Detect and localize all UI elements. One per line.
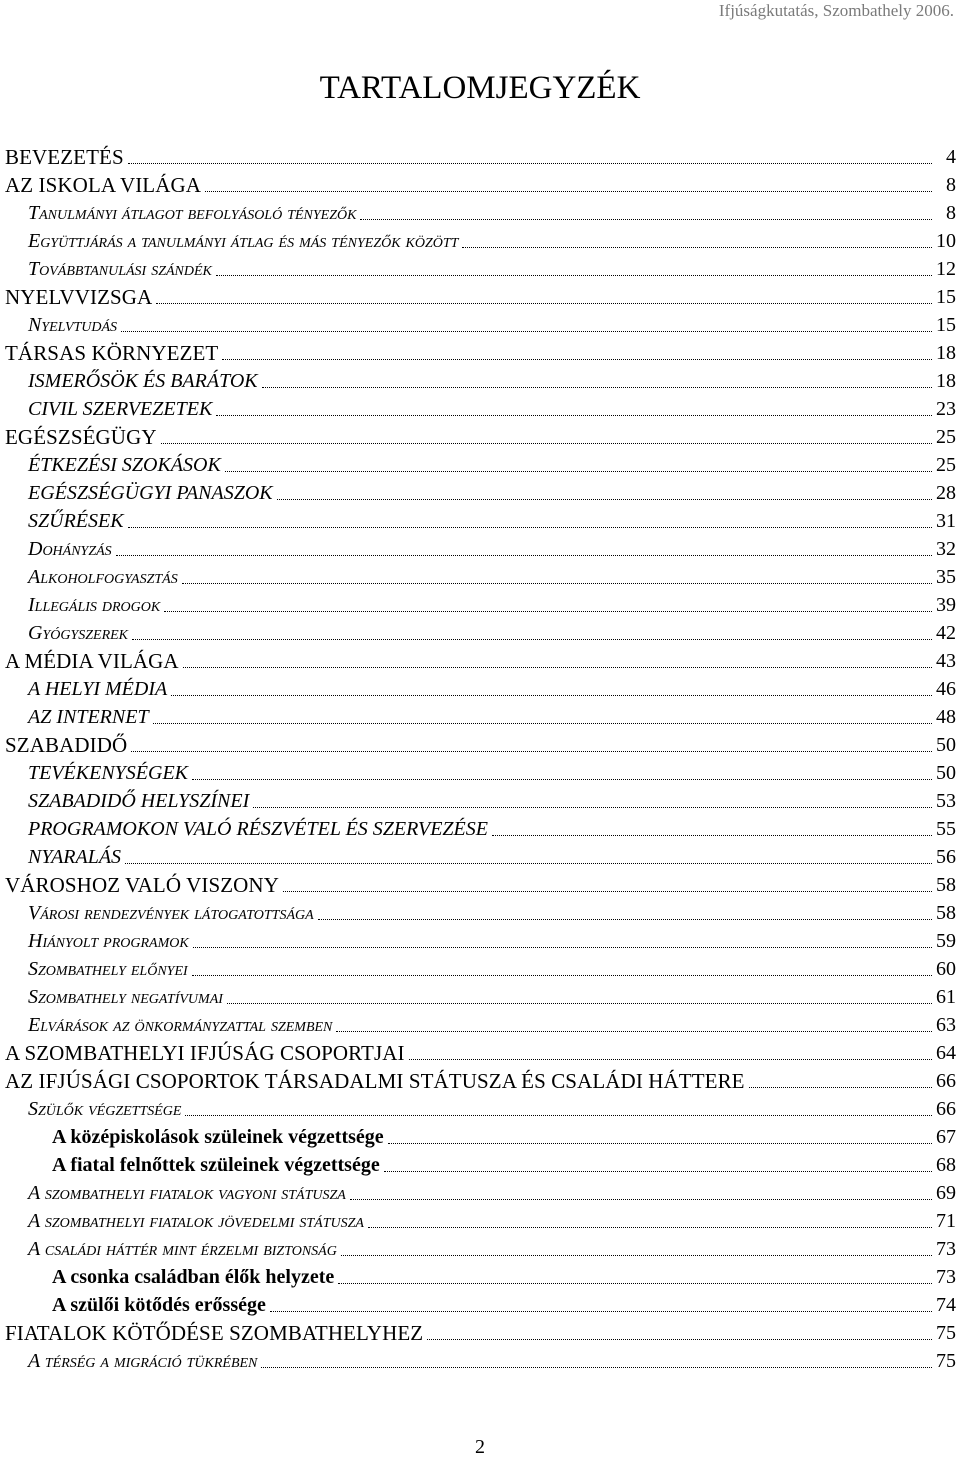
toc-entry[interactable] [0,1040,960,1068]
toc-entry-page: 8 [946,174,956,196]
toc-entry-page: 71 [936,1210,956,1232]
toc-entry-label: Gyógyszerek [28,622,129,644]
toc-entry-label: Illegális drogok [28,594,161,616]
toc-entry-page: 32 [936,538,956,560]
toc-entry-label: SZŰRÉSEK [28,510,124,532]
toc-entry-label: Szombathely előnyei [28,958,188,980]
toc-entry[interactable] [0,1012,960,1040]
toc-entry-label: A térség a migráció tükrében [28,1350,258,1372]
toc-entry-page: 73 [936,1266,956,1288]
toc-entry[interactable] [0,144,960,172]
toc-entry-label: Hiányolt programok [28,930,189,952]
dot-leader [388,1143,932,1144]
dot-leader [193,947,932,948]
toc-entry[interactable] [0,1320,960,1348]
toc-entry-page: 63 [936,1014,956,1036]
toc-entry-page: 58 [936,874,956,896]
toc-entry-page: 64 [936,1042,956,1064]
toc-entry[interactable] [0,424,960,452]
toc-entry-page: 25 [936,426,956,448]
dot-leader [492,835,932,836]
toc-entry-label: Alkoholfogyasztás [28,566,178,588]
dot-leader [227,1003,932,1004]
toc-entry-label: FIATALOK KÖTŐDÉSE SZOMBATHELYHEZ [5,1321,424,1345]
toc-entry[interactable] [0,676,960,704]
toc-entry-label: AZ IFJÚSÁGI CSOPORTOK TÁRSADALMI STÁTUSZA ÉS CSALÁDI HÁTTERE [5,1069,745,1093]
dot-leader [341,1255,932,1256]
toc-entry-page: 68 [936,1154,956,1176]
dot-leader [749,1087,932,1088]
toc-entry-page: 12 [936,258,956,280]
dot-leader [132,639,932,640]
dot-leader [185,1115,932,1116]
toc-entry-page: 50 [936,734,956,756]
toc-entry-page: 59 [936,930,956,952]
toc-entry[interactable] [0,200,960,228]
dot-leader [171,695,932,696]
toc-entry-label: BEVEZETÉS [5,145,124,169]
toc-entry-page: 10 [936,230,956,252]
toc-entry-label: NYARALÁS [28,846,122,868]
running-header: Ifjúságkutatás, Szombathely 2006. [718,1,954,20]
toc-entry[interactable] [0,536,960,564]
dot-leader [128,527,932,528]
toc-entry[interactable] [0,480,960,508]
toc-entry-label: A fiatal felnőttek szüleinek végzettsége [52,1154,380,1176]
toc-entry-page: 66 [936,1070,956,1092]
toc-entry-label: Dohányzás [28,538,112,560]
dot-leader [222,359,932,360]
toc-entry[interactable] [0,1264,960,1292]
dot-leader [153,723,932,724]
dot-leader [156,303,932,304]
toc-entry[interactable] [0,1236,960,1264]
dot-leader [350,1199,932,1200]
toc-entry-page: 46 [936,678,956,700]
dot-leader [318,919,932,920]
toc-entry-page: 56 [936,846,956,868]
toc-entry-page: 25 [936,454,956,476]
toc-entry-label: Nyelvtudás [28,314,118,336]
dot-leader [384,1171,932,1172]
toc-entry-label: ÉTKEZÉSI SZOKÁSOK [28,454,221,476]
toc-entry-page: 8 [946,202,956,224]
toc-entry[interactable] [0,228,960,256]
toc-entry-page: 15 [936,314,956,336]
toc-entry-page: 48 [936,706,956,728]
toc-entry-label: TÁRSAS KÖRNYEZET [5,341,219,365]
toc-entry-label: AZ INTERNET [28,706,149,728]
dot-leader [409,1059,932,1060]
toc-entry-page: 18 [936,342,956,364]
toc-entry[interactable] [0,900,960,928]
toc-entry[interactable] [0,760,960,788]
dot-leader [462,247,932,248]
dot-leader [183,667,932,668]
toc-entry-label: Együttjárás a tanulmányi átlag és más tényezők között [28,230,459,252]
toc-entry-page: 75 [936,1350,956,1372]
toc-entry-label: SZABADIDŐ [5,733,128,757]
toc-entry-page: 53 [936,790,956,812]
toc-entry-page: 28 [936,482,956,504]
toc-entry-page: 58 [936,902,956,924]
toc-entry[interactable] [0,620,960,648]
dot-leader [116,555,932,556]
dot-leader [368,1227,932,1228]
toc-entry[interactable] [0,816,960,844]
toc-entry-page: 31 [936,510,956,532]
toc-entry-label: NYELVVIZSGA [5,285,153,309]
dot-leader [125,863,932,864]
toc-entry[interactable] [0,368,960,396]
toc-entry-page: 42 [936,622,956,644]
toc-entry[interactable] [0,956,960,984]
toc-entry[interactable] [0,1348,960,1376]
toc-entry[interactable] [0,872,960,900]
toc-entry[interactable] [0,648,960,676]
toc-entry-label: Továbbtanulási szándék [28,258,212,280]
dot-leader [360,219,932,220]
toc-entry-page: 73 [936,1238,956,1260]
toc-entry[interactable] [0,1152,960,1180]
dot-leader [253,807,932,808]
toc-entry-label: A szülői kötődés erőssége [52,1294,266,1316]
dot-leader [121,331,932,332]
toc-entry-page: 4 [946,146,956,168]
toc-entry-label: Városi rendezvények látogatottsága [28,902,314,924]
toc-entry-label: Szülők végzettsége [28,1098,182,1120]
toc-entry[interactable] [0,928,960,956]
dot-leader [427,1339,932,1340]
toc-entry[interactable] [0,452,960,480]
toc-entry-label: Szombathely negatívumai [28,986,223,1008]
toc-entry-label: A HELYI MÉDIA [28,678,168,700]
toc-entry-page: 61 [936,986,956,1008]
dot-leader [261,1367,932,1368]
dot-leader [262,387,932,388]
dot-leader [182,583,932,584]
toc-entry[interactable] [0,844,960,872]
dot-leader [192,779,932,780]
toc-entry-label: A SZOMBATHELYI IFJÚSÁG CSOPORTJAI [5,1041,405,1065]
dot-leader [216,415,932,416]
toc-entry-label: Elvárások az önkormányzattal szemben [28,1014,333,1036]
dot-leader [205,191,932,192]
toc-entry-label: PROGRAMOKON VALÓ RÉSZVÉTEL ÉS SZERVEZÉSE [28,818,488,840]
toc-entry[interactable] [0,704,960,732]
toc-entry[interactable] [0,340,960,368]
toc-entry-label: A szombathelyi fiatalok jövedelmi státusza [28,1210,364,1232]
toc-entry-page: 15 [936,286,956,308]
table-of-contents [0,144,960,1376]
toc-entry-label: VÁROSHOZ VALÓ VISZONY [5,873,279,897]
toc-entry-page: 55 [936,818,956,840]
toc-entry-label: ISMERŐSÖK ÉS BARÁTOK [28,370,258,392]
toc-entry-page: 50 [936,762,956,784]
toc-entry[interactable] [0,312,960,340]
toc-entry-label: A MÉDIA VILÁGA [5,649,179,673]
dot-leader [131,751,932,752]
dot-leader [277,499,932,500]
toc-entry-page: 66 [936,1098,956,1120]
toc-entry-page: 74 [936,1294,956,1316]
toc-entry-page: 18 [936,370,956,392]
toc-entry[interactable] [0,508,960,536]
dot-leader [270,1311,932,1312]
toc-entry[interactable] [0,592,960,620]
page-title: TARTALOMJEGYZÉK [319,70,641,106]
toc-entry[interactable] [0,1096,960,1124]
toc-entry-page: 43 [936,650,956,672]
toc-entry-page: 67 [936,1126,956,1148]
dot-leader [336,1031,932,1032]
toc-entry-label: A csonka családban élők helyzete [52,1266,335,1288]
toc-entry-label: A családi háttér mint érzelmi biztonság [28,1238,337,1260]
toc-entry[interactable] [0,1180,960,1208]
dot-leader [164,611,932,612]
dot-leader [128,163,932,164]
toc-entry-page: 35 [936,566,956,588]
dot-leader [283,891,932,892]
dot-leader [225,471,932,472]
toc-entry-label: A szombathelyi fiatalok vagyoni státusza [28,1182,346,1204]
dot-leader [192,975,932,976]
toc-entry-label: Tanulmányi átlagot befolyásoló tényezők [28,202,357,224]
toc-entry[interactable] [0,1124,960,1152]
toc-entry-page: 39 [936,594,956,616]
dot-leader [216,275,932,276]
toc-entry-label: SZABADIDŐ HELYSZÍNEI [28,790,250,812]
toc-entry[interactable] [0,396,960,424]
toc-entry[interactable] [0,1208,960,1236]
toc-entry[interactable] [0,284,960,312]
page-number: 2 [475,1436,485,1458]
toc-entry-label: TEVÉKENYSÉGEK [28,762,189,784]
toc-entry[interactable] [0,256,960,284]
toc-entry[interactable] [0,1068,960,1096]
toc-entry-page: 69 [936,1182,956,1204]
toc-entry-page: 23 [936,398,956,420]
toc-entry-page: 60 [936,958,956,980]
toc-entry[interactable] [0,564,960,592]
toc-entry-label: AZ ISKOLA VILÁGA [5,173,202,197]
toc-entry[interactable] [0,788,960,816]
toc-entry-page: 75 [936,1322,956,1344]
toc-entry[interactable] [0,172,960,200]
toc-entry-label: A középiskolások szüleinek végzettsége [52,1126,384,1148]
dot-leader [161,443,932,444]
toc-entry[interactable] [0,732,960,760]
toc-entry-label: EGÉSZSÉGÜGY [5,425,157,449]
toc-entry-label: EGÉSZSÉGÜGYI PANASZOK [28,482,273,504]
dot-leader [338,1283,932,1284]
toc-entry[interactable] [0,1292,960,1320]
toc-entry[interactable] [0,984,960,1012]
toc-entry-label: CIVIL SZERVEZETEK [28,398,213,420]
